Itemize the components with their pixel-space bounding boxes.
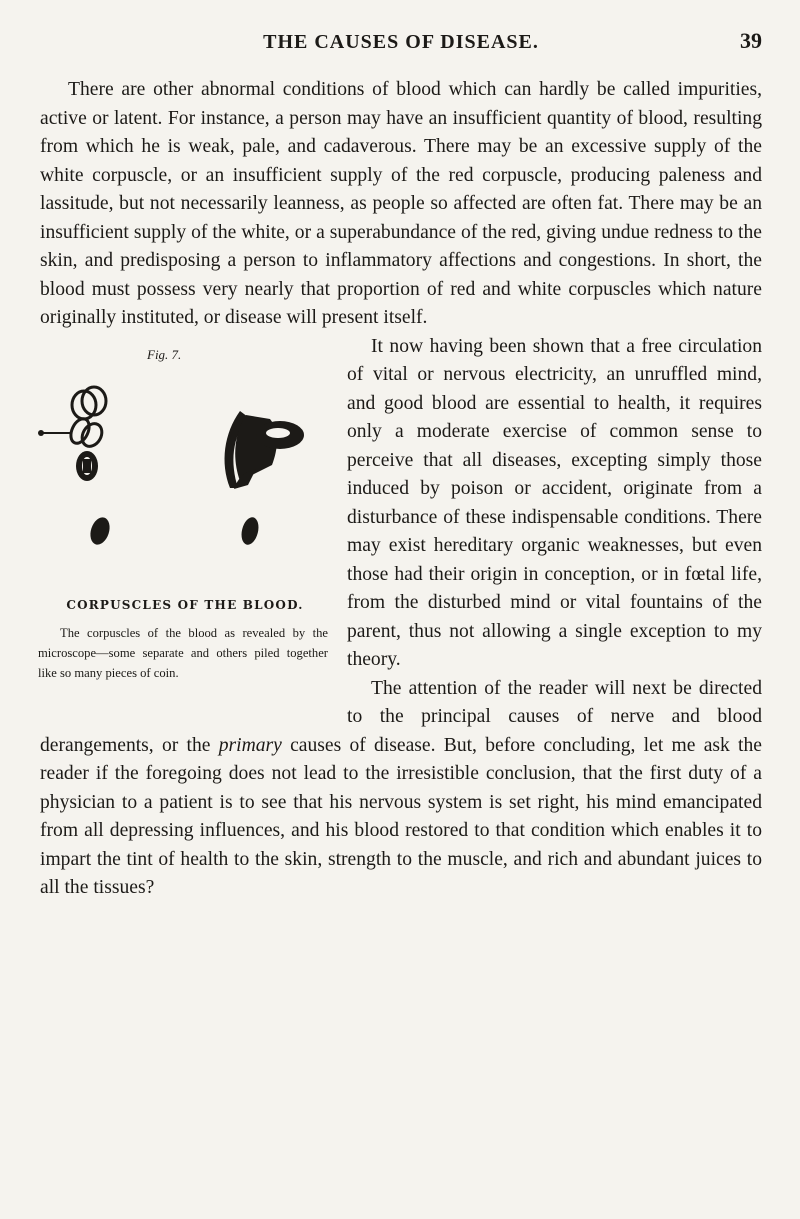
figure-corpuscles — [34, 333, 339, 729]
figure-label: Fig. 7. — [147, 346, 182, 362]
page-number: 39 — [740, 28, 762, 53]
paragraph-impurities: There are other abnormal conditions of blood which can hardly be called impurities, active or latent. For instance, a person may have an insufficient quantity of blood, resulting from which he is weak, pale, and cadaverous. There may be an excessive supply of the white corpuscle, or an insufficient supply of the red corpuscle, producing paleness and lassitude, but not necessarily leanness, as people so affected are often fat. There may be an insufficient supply of the white, or a superabundance of the red, giving undue redness to the skin, and predisposing a person to inflammatory affections and congestions. In short, the blood must possess very nearly that proportion of red and white corpuscles which nature originally instituted, or disease will present itself. — [40, 79, 762, 328]
paragraph-circulation: It now having been shown that a free circulation of vital or nervous electricity, an unruffled mind, and good blood are essential to health, it requires only a moderate exercise of common sense to perceive that all diseases, excepting simply those induced by poison or accident, originate from a disturbance of these indispensable conditions. There may exist hereditary organic weaknesses, but even those had their origin in conception, or in fœtal life, from the disturbed mind or vital fountains of the parent, thus not allowing a single exception to my theory. — [347, 335, 762, 670]
body-text — [40, 76, 762, 903]
figure-title: CORPUSCLES OF THE BLOOD. — [66, 597, 304, 612]
running-title: THE CAUSES OF DISEASE. — [263, 30, 539, 53]
primary-causes-text-start: The attention of the reader will next be directed to the principal causes of nerve and blood derangements, or the — [40, 677, 762, 756]
page-header — [40, 22, 762, 62]
primary-emphasis: primary — [218, 734, 282, 756]
figure-caption: The corpuscles of the blood as revealed by the microscope—some separate and others piled together like so many pieces of coin. — [38, 625, 328, 680]
primary-causes-text-end: causes of disease. But, before concluding, let me ask the reader if the foregoing does not lead to the irresistible conclusion, that the first duty of a physician to a patient is to see that his nervous system is set right, his mind emancipated from all depressing influences, and his blood restored to that condition which enables it to impart the tint of health to the skin, strength to the muscle, and rich and abundant juices to all the tissues? — [40, 734, 762, 898]
corpuscles-illustration — [34, 353, 334, 583]
